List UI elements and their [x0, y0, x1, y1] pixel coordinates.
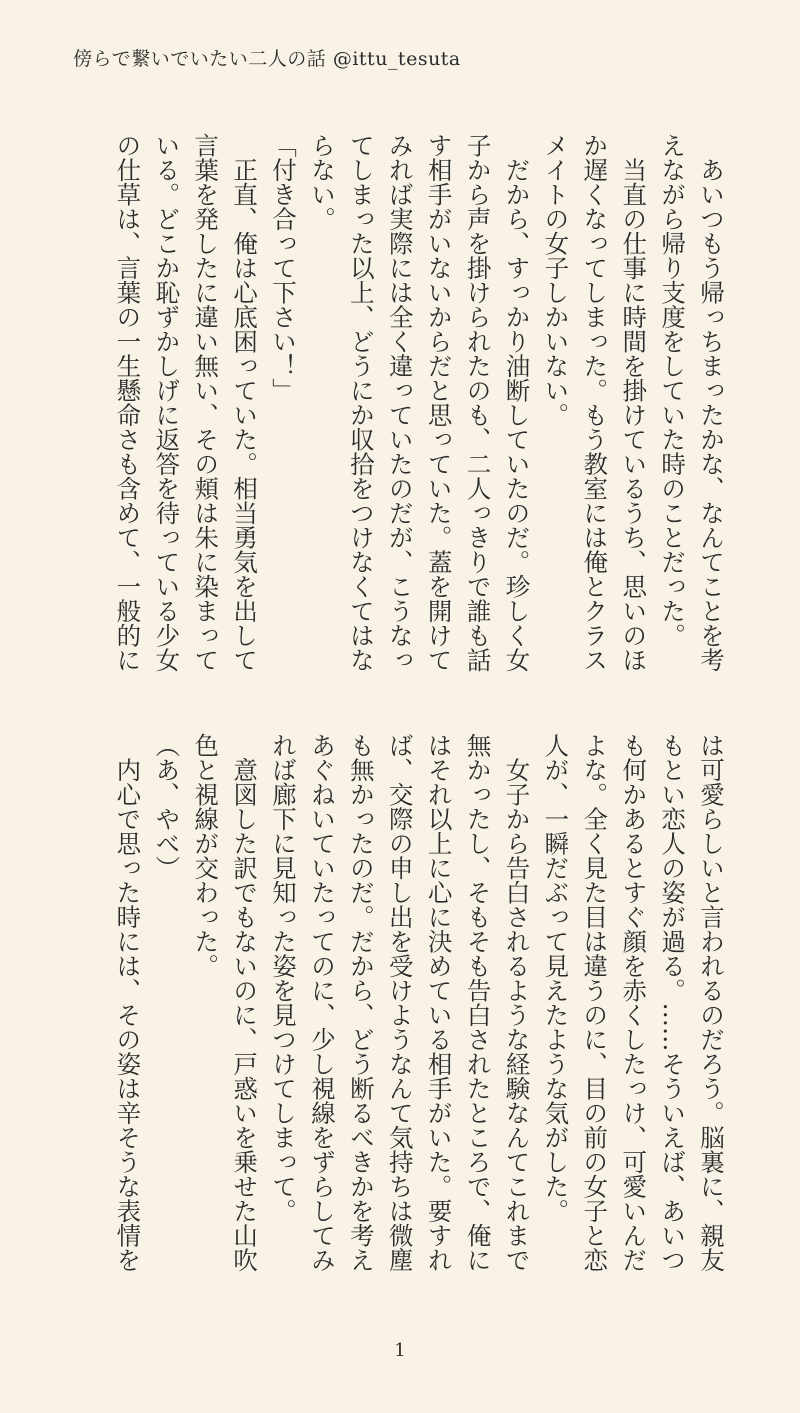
text-column: メイトの女子しかいない。	[541, 133, 571, 427]
text-column: （あ、やべ）	[152, 733, 182, 880]
page-header: 傍らで繋いでいたい二人の話 @ittu_tesuta	[73, 48, 461, 70]
text-block-top	[70, 133, 730, 673]
text-column: 人が、一瞬だぶって見えたような気がした。	[541, 733, 571, 1223]
text-column: あいつもう帰っちまったかな、なんてことを考	[697, 133, 726, 672]
text-column: 当直の仕事に時間を掛けているうち、思いのほ	[619, 133, 649, 672]
text-column: だから、すっかり油断していたのだ。珍しく女	[502, 133, 532, 672]
text-column: 「付き合って下さい！」	[269, 133, 299, 403]
text-column: もとい恋人の姿が過る。……そういえば、あいつ	[658, 733, 688, 1272]
text-column: いる。どこか恥ずかしげに返答を待っている少女	[152, 133, 182, 672]
text-column: よな。全く見た目は違うのに、目の前の女子と恋	[580, 733, 610, 1272]
text-column: 正直、俺は心底困っていた。相当勇気を出して	[230, 133, 260, 672]
text-column: 言葉を発したに違い無い、その頬は朱に染まって	[191, 133, 221, 672]
text-column: 意図した訳でもないのに、戸惑いを乗せた山吹	[230, 733, 260, 1272]
page-number: 1	[394, 1340, 406, 1361]
text-column: あぐねいていたってのに、少し視線をずらしてみ	[307, 733, 337, 1272]
text-column: みれば実際には全く違っていたのだが、こうなっ	[385, 133, 415, 672]
text-column: か遅くなってしまった。もう教室には俺とクラス	[580, 133, 610, 672]
text-column: す相手がいないからだと思っていた。蓋を開けて	[424, 133, 454, 672]
text-column: 女子から告白されるような経験なんてこれまで	[502, 733, 532, 1272]
text-column: も何かあるとすぐ顔を赤くしたっけ、可愛いんだ	[619, 733, 649, 1272]
text-column: 内心で思った時には、その姿は辛そうな表情を	[113, 733, 143, 1272]
text-block-bottom	[70, 733, 730, 1273]
text-column: 子から声を掛けられたのも、二人っきりで誰も話	[463, 133, 493, 672]
text-column: らない。	[307, 133, 337, 231]
text-column: 無かったし、そもそも告白されたところで、俺に	[463, 733, 493, 1272]
text-column: は可愛らしいと言われるのだろう。脳裏に、親友	[697, 733, 726, 1272]
text-column: 色と視線が交わった。	[191, 733, 221, 978]
text-column: れば廊下に見知った姿を見つけてしまって。	[269, 733, 299, 1223]
text-column: てしまった以上、どうにか収拾をつけなくてはな	[346, 133, 376, 672]
text-column: はそれ以上に心に決めている相手がいた。要すれ	[424, 733, 454, 1272]
text-column: ば、交際の申し出を受けようなんて気持ちは微塵	[385, 733, 415, 1272]
text-column: の仕草は、言葉の一生懸命さも含めて、一般的に	[113, 133, 143, 672]
text-column: も無かったのだ。だから、どう断るべきかを考え	[346, 733, 376, 1272]
text-column: えながら帰り支度をしていた時のことだった。	[658, 133, 688, 648]
